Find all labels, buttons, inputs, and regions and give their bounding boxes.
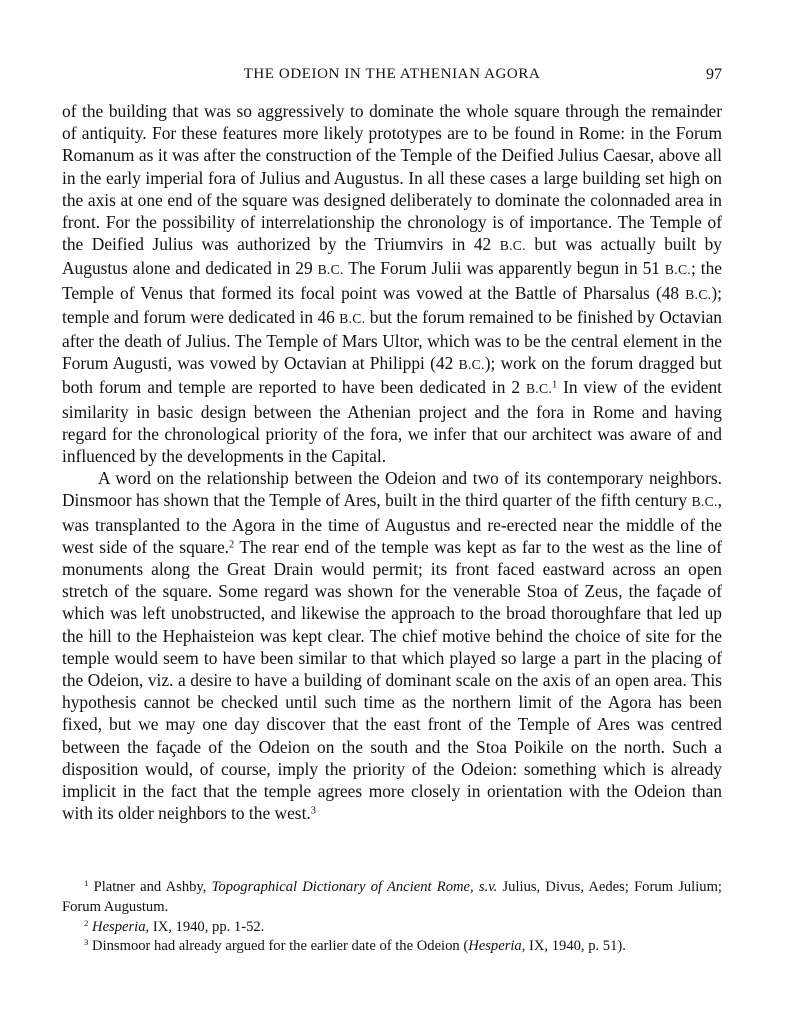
- body-text: [62, 100, 722, 825]
- footnote-ref-3[interactable]: 3: [310, 805, 316, 817]
- footnote-ref-1[interactable]: 1: [552, 379, 558, 391]
- era-abbrev: B.C.: [458, 357, 485, 373]
- text-run: Dinsmoor had already argued for the earlier date of the Odeion (: [88, 938, 469, 955]
- era-abbrev: B.C.: [317, 262, 344, 278]
- text-run: but the forum remained to be finished by Octavian after the death of Julius. The Temple of Mars Ultor, which was to be the central element in the Forum Augusti, was vowed by Octavian at Philippi (42: [62, 306, 722, 374]
- footnote-mark: 3: [84, 937, 89, 948]
- footnote-3: [62, 937, 722, 957]
- paragraph-2: [62, 467, 722, 824]
- text-run: , IX, 1940, pp. 1-52.: [145, 918, 265, 935]
- paragraph-1: [62, 100, 722, 467]
- footnote-2: [62, 918, 722, 938]
- era-abbrev: B.C.: [525, 381, 553, 397]
- text-run: , was transplanted to the Agora in the time of Augustus and re-erected near the middle of the west side of the square.: [62, 490, 722, 557]
- text-run: Platner and Ashby,: [88, 879, 212, 895]
- footnote-mark: 2: [84, 917, 89, 928]
- text-run: The Forum Julii was apparently begun in 51: [343, 258, 665, 279]
- era-abbrev: B.C.: [339, 310, 366, 326]
- text-run: ); work on the forum dragged but both forum and temple are reported to have been dedicated in 2: [62, 353, 722, 398]
- footnote-title: Hesperia: [92, 918, 146, 935]
- era-abbrev: B.C.: [664, 262, 691, 278]
- footnotes: [62, 878, 722, 957]
- text-run: ); temple and forum were dedicated in 46: [62, 282, 722, 327]
- footnote-ref-2[interactable]: 2: [229, 539, 235, 551]
- page-number: 97: [706, 66, 722, 83]
- era-abbrev: B.C.: [499, 238, 526, 254]
- footnote-1: [62, 878, 722, 918]
- era-abbrev: B.C.: [691, 494, 718, 510]
- text-run: The rear end of the temple was kept as far to the west as the line of monuments along the Great Drain would permit; its front faced eastward across an open stretch of the square. Some regard was shown for the venerable Stoa of Zeus, the façade of which was left unobstructed, and likewise the approach to the broad thoroughfare that led up the hill to the Hephaisteion was kept clear. The chief motive behind the choice of site for the temple would seem to have been similar to that which played so large a part in the placing of the Odeion, viz. a desire to have a building of dominant scale on the axis of an open area. This hypothesis cannot be checked until such time as the northern limit of the Agora has been fixed, but we may one day discover that the east front of the Temple of Ares was centred between the façade of the Odeion on the south and the Stoa Poikile on the north. Such a disposition would, of course, imply the priority of the Odeion: something which is already implicit in the fact that the temple agrees more closely in orientation with the Odeion than with its older neighbors to the west.: [62, 536, 722, 824]
- text-run: A word on the relationship between the Odeion and two of its contemporary neighbors. Dinsmoor has shown that the Temple of Ares, built in the third quarter of the fifth century: [62, 468, 722, 511]
- text-run: of the building that was so aggressively to dominate the whole square through the remainder of antiquity. For these features more likely prototypes are to be found in Rome: in the Forum Romanum as it was after the construction of the Temple of the Deified Julius Caesar, above all in the early imperial fora of Julius and Augustus. In all these cases a large building set high on the axis at one end of the square was designed deliberately to dominate the colonnaded area in front. For the possibility of interrelationship the chronology is of importance. The Temple of the Deified Julius was authorized by the Triumvirs in 42: [62, 101, 722, 255]
- footnote-title: Hesperia: [468, 938, 522, 955]
- era-abbrev: B.C.: [685, 286, 712, 302]
- running-title: THE ODEION IN THE ATHENIAN AGORA: [243, 66, 541, 82]
- footnote-mark: 1: [84, 878, 89, 889]
- text-run: Julius, Divus, Aedes; Forum Julium; Forum Augustum.: [62, 879, 722, 915]
- footnote-title: Topographical Dictionary of Ancient Rome, s.v.: [211, 879, 498, 895]
- text-run: , IX, 1940, p. 51).: [521, 938, 626, 955]
- text-run: In view of the evident similarity in basic design between the Athenian project and the fora in Rome and having regard for the chronological priority of the fora, we infer that our architect was aware of and influenced by the developments in the Capital.: [62, 377, 722, 467]
- text-run: ; the Temple of Venus that formed its focal point was vowed at the Battle of Pharsalus (48: [62, 258, 722, 303]
- running-head: [62, 66, 722, 86]
- text-run: but was actually built by Augustus alone and dedicated in 29: [62, 234, 723, 279]
